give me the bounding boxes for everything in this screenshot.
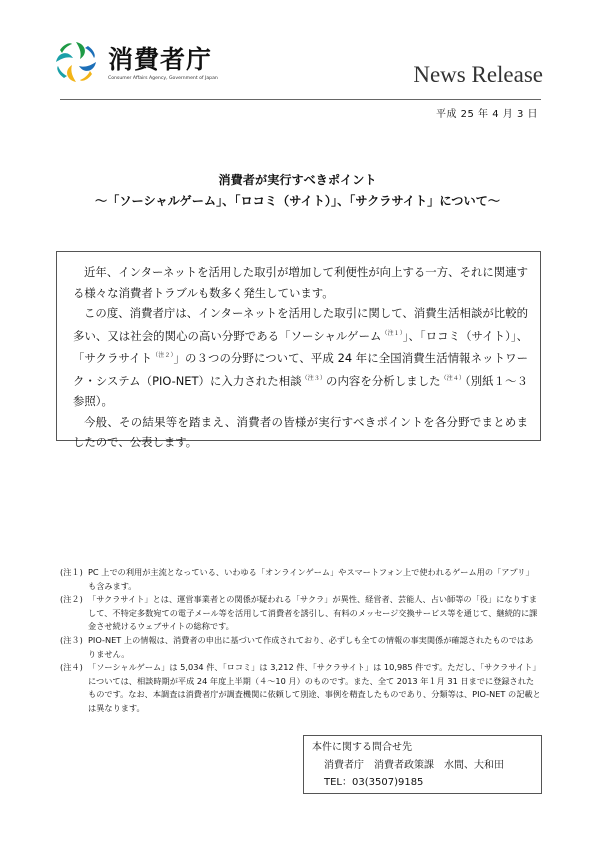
footnote-ref-4: （注４） xyxy=(440,374,465,382)
footnote-label: (注４) xyxy=(60,662,83,673)
footnote-ref-3: （注３） xyxy=(301,374,326,382)
agency-subtitle: Consumer Affairs Agency, Government of Japan xyxy=(108,76,218,81)
document-title: 消費者が実行すべきポイント xyxy=(218,173,377,187)
news-release-heading: News Release xyxy=(413,62,543,87)
footnote-ref-2: （注２） xyxy=(152,352,174,359)
contact-office: 消費者庁 消費者政策課 水間、大和田 xyxy=(324,759,504,771)
footnote-text: PC 上での利用が主流となっている、いわゆる「オンラインゲーム」やスマートフォン上で使われるゲーム用の「アプリ」も含みます。 xyxy=(88,567,534,591)
agency-emblem-icon xyxy=(52,38,100,86)
agency-name: 消費者庁 xyxy=(108,45,213,74)
summary-text: この度、消費者庁は、インターネットを活用した取引に関して、消費生活相談が比較的多い、又は社会的関心の高い分野である「ソーシャルゲーム xyxy=(73,306,528,343)
footnote-1 xyxy=(60,566,541,593)
footnote-label: (注１) xyxy=(60,567,83,577)
footnote-label: (注２) xyxy=(60,594,83,605)
contact-box xyxy=(303,735,542,794)
footnote-2 xyxy=(60,593,541,634)
footnote-label: (注３) xyxy=(60,634,83,645)
summary-box xyxy=(56,251,541,449)
contact-phone: TEL：03(3507)9185 xyxy=(324,777,424,788)
footnote-4 xyxy=(60,661,541,715)
summary-paragraph-2 xyxy=(73,303,528,412)
summary-text: （別紙１～３参照）。 xyxy=(73,373,528,408)
footnote-text: 「ソーシャルゲーム」は 5,034 件、「ロコミ」は 3,212 件、「サクラサイト」は 10,985 件です。ただし、「サクラサイト」については、相談時期が平成 24 年度上半期（４～10 月）のものです。また、全て 2013 年１月 31 日までに登録されたものです。なお、本調査は消費者庁が調査機関に依頼して別途、事例を精査したものであり、分類等は、PIO-NET の記載とは異なります。 xyxy=(88,662,541,713)
summary-text: の内容を分析しました xyxy=(325,373,441,388)
header-divider xyxy=(60,99,541,100)
document-subtitle: ～「ソーシャルゲーム」、「ロコミ（サイト）」、「サクラサイト」について～ xyxy=(94,194,501,208)
footnote-3 xyxy=(60,634,541,661)
footnote-text: 「サクラサイト」とは、運営事業者との関係が疑われる「サクラ」が異性、経営者、芸能人、占い師等の「役」になりすまして、不特定多数宛ての電子メール等を活用して消費者を誘引し、有料のメッセージ交換サービス等を通じて、継続的に課金させ続けるウェブサイトの総称です。 xyxy=(88,594,538,632)
summary-text: 」、「ロコミ（サイト）」、「サクラサイト xyxy=(73,328,528,365)
summary-text: 」の３つの分野について、平成 24 年に全国消費生活情報ネットワーク・システム（PIO-NET）に入力された相談 xyxy=(73,351,528,388)
release-date: 平成 25 年 4 月 3 日 xyxy=(435,109,538,120)
contact-heading: 本件に関する問合せ先 xyxy=(312,742,412,753)
summary-paragraph-1: 近年、インターネットを活用した取引が増加して利便性が向上する一方、それに関連する様々な消費者トラブルも数多く発生しています。 xyxy=(73,265,528,300)
footnote-ref-1: （注１） xyxy=(381,329,403,337)
agency-logo xyxy=(52,36,232,96)
footnotes xyxy=(60,566,541,716)
footnote-text: PIO-NET 上の情報は、消費者の申出に基づいて作成されており、必ずしも全ての情報の事実関係が確認されたものではありません。 xyxy=(88,634,534,659)
summary-paragraph-3: 今般、その結果等を踏まえ、消費者の皆様が実行すべきポイントを各分野でまとめましたので、公表します。 xyxy=(73,414,528,449)
